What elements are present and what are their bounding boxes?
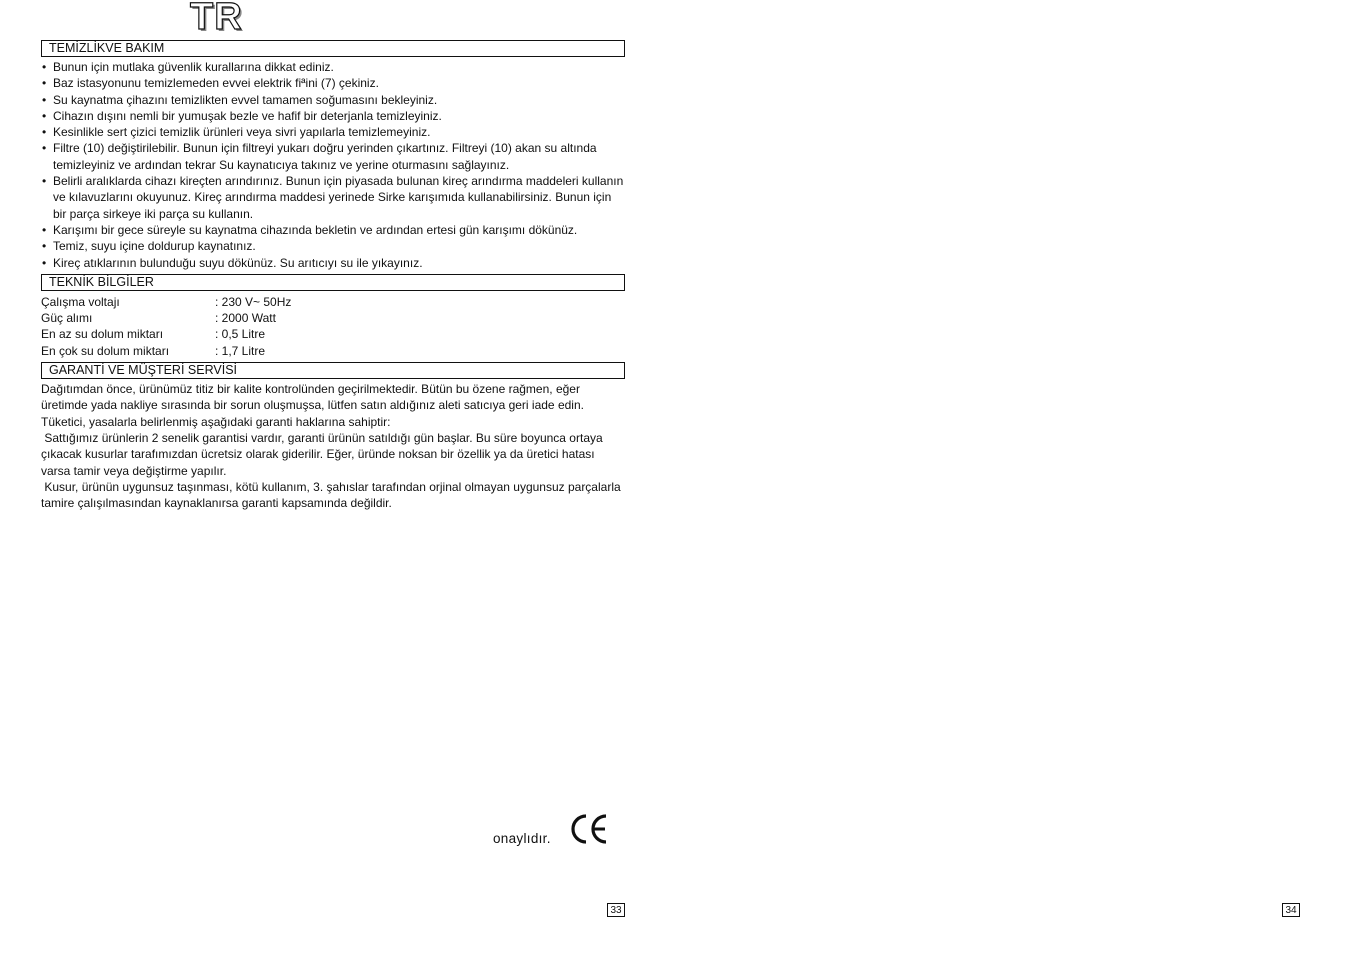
approval-text: onaylıdır. xyxy=(493,831,551,846)
section-heading-warranty: GARANTİ VE MÜŞTERİ SERVİSİ xyxy=(41,362,625,379)
spec-value: : 1,7 Litre xyxy=(215,343,266,358)
list-item: • Bunun için mutlaka güvenlik kurallarına dikkat ediniz. xyxy=(41,59,625,75)
table-row xyxy=(41,294,291,310)
list-item: • Cihazın dışını nemli bir yumuşak bezle ve hafif bir deterjanla temizleyiniz. xyxy=(41,108,625,124)
warranty-paragraph: Dağıtımdan önce, ürünümüz titiz bir kalite kontrolünden geçirilmektedir. Bütün bu özene rağmen, eğer üretimde yada nakliye sırasında bir sorun oluşmuşsa, lütfen satın aldığınız aleti satıcıya geri iade edin. Tüketici, yasalarla belirlenmiş aşağıdaki garanti haklarına sahiptir: xyxy=(41,382,588,429)
section-heading-cleaning: TEMİZLİKVE BAKIM xyxy=(41,40,625,57)
list-item: • Baz istasyonunu temizlemeden evvei elektrik fiªini (7) çekiniz. xyxy=(41,75,625,91)
spec-label: En çok su dolum miktarı xyxy=(41,343,170,358)
list-item: • Temiz, suyu içine doldurup kaynatınız. xyxy=(41,238,625,254)
warranty-paragraph: Sattığımız ürünlerin 2 senelik garantisi vardır, garanti ürünün satıldığı gün başlar. Bu süre boyunca ortaya çıkacak kusurlar tarafımızdan ücretsiz olarak giderilir. Eğer, üründe noksan bir özellik ya da üretici hatası varsa tamir veya değiştirme yapılır. xyxy=(41,430,607,478)
list-item: • Su kaynatma çihazını temizlikten evvel tamamen soğumasını bekleyiniz. xyxy=(41,92,625,108)
section-heading-technical: TEKNİK BİLGİLER xyxy=(41,274,625,291)
list-item: • Belirli aralıklarda cihazı kireçten arındırınız. Bunun için piyasada bulunan kireç arındırma maddeleri kullanın ve kılavuzlarını okuyunuz. Kireç arındırma maddesi yerinede Sirke karışımıda kullanabilirsiniz. Bunun için bir parça sirkeye iki parça su kullanın. xyxy=(41,173,625,222)
spec-value: : 230 V~ 50Hz xyxy=(215,294,292,309)
table-row xyxy=(41,310,291,326)
spec-value: : 0,5 Litre xyxy=(215,327,266,342)
ce-mark-icon xyxy=(570,812,610,846)
table-row xyxy=(41,326,291,342)
table-row xyxy=(41,343,291,359)
cleaning-list xyxy=(41,59,625,271)
page-number-right: 34 xyxy=(1282,903,1300,917)
spec-label: Güç alımı xyxy=(41,311,93,326)
spec-label: En az su dolum miktarı xyxy=(41,327,164,342)
list-item: • Kesinlikle sert çizici temizlik ürünleri veya sivri yapılarla temizlemeyiniz. xyxy=(41,124,625,140)
list-item: • Filtre (10) değiştirilebilir. Bunun için filtreyi yukarı doğru yerinden çıkartınız. Filtreyi (10) akan su altında temizleyiniz ve ardından tekrar Su kaynatıcıya takınız ve yerine oturmasını sağlayınız. xyxy=(41,140,625,173)
left-page-content xyxy=(41,40,625,511)
page-number-left: 33 xyxy=(607,903,625,917)
warranty-paragraph: Kusur, ürünün uygunsuz taşınması, kötü kullanım, 3. şahıslar tarafından orjinal olmayan uygunsuz parçalarla tamire çalışılmasından kaynaklanırsa garanti kapsamında değildir. xyxy=(41,479,625,511)
language-tag: TR xyxy=(190,0,243,38)
technical-specs-table xyxy=(41,294,291,359)
spec-value: : 2000 Watt xyxy=(215,311,276,326)
list-item: • Kireç atıklarının bulunduğu suyu dökünüz. Su arıtıcıyı su ile yıkayınız. xyxy=(41,255,625,271)
list-item: • Karışımı bir gece süreyle su kaynatma cihazında bekletin ve ardından ertesi gün karışımı dökünüz. xyxy=(41,222,625,238)
spec-label: Çalışma voltajı xyxy=(41,294,120,309)
